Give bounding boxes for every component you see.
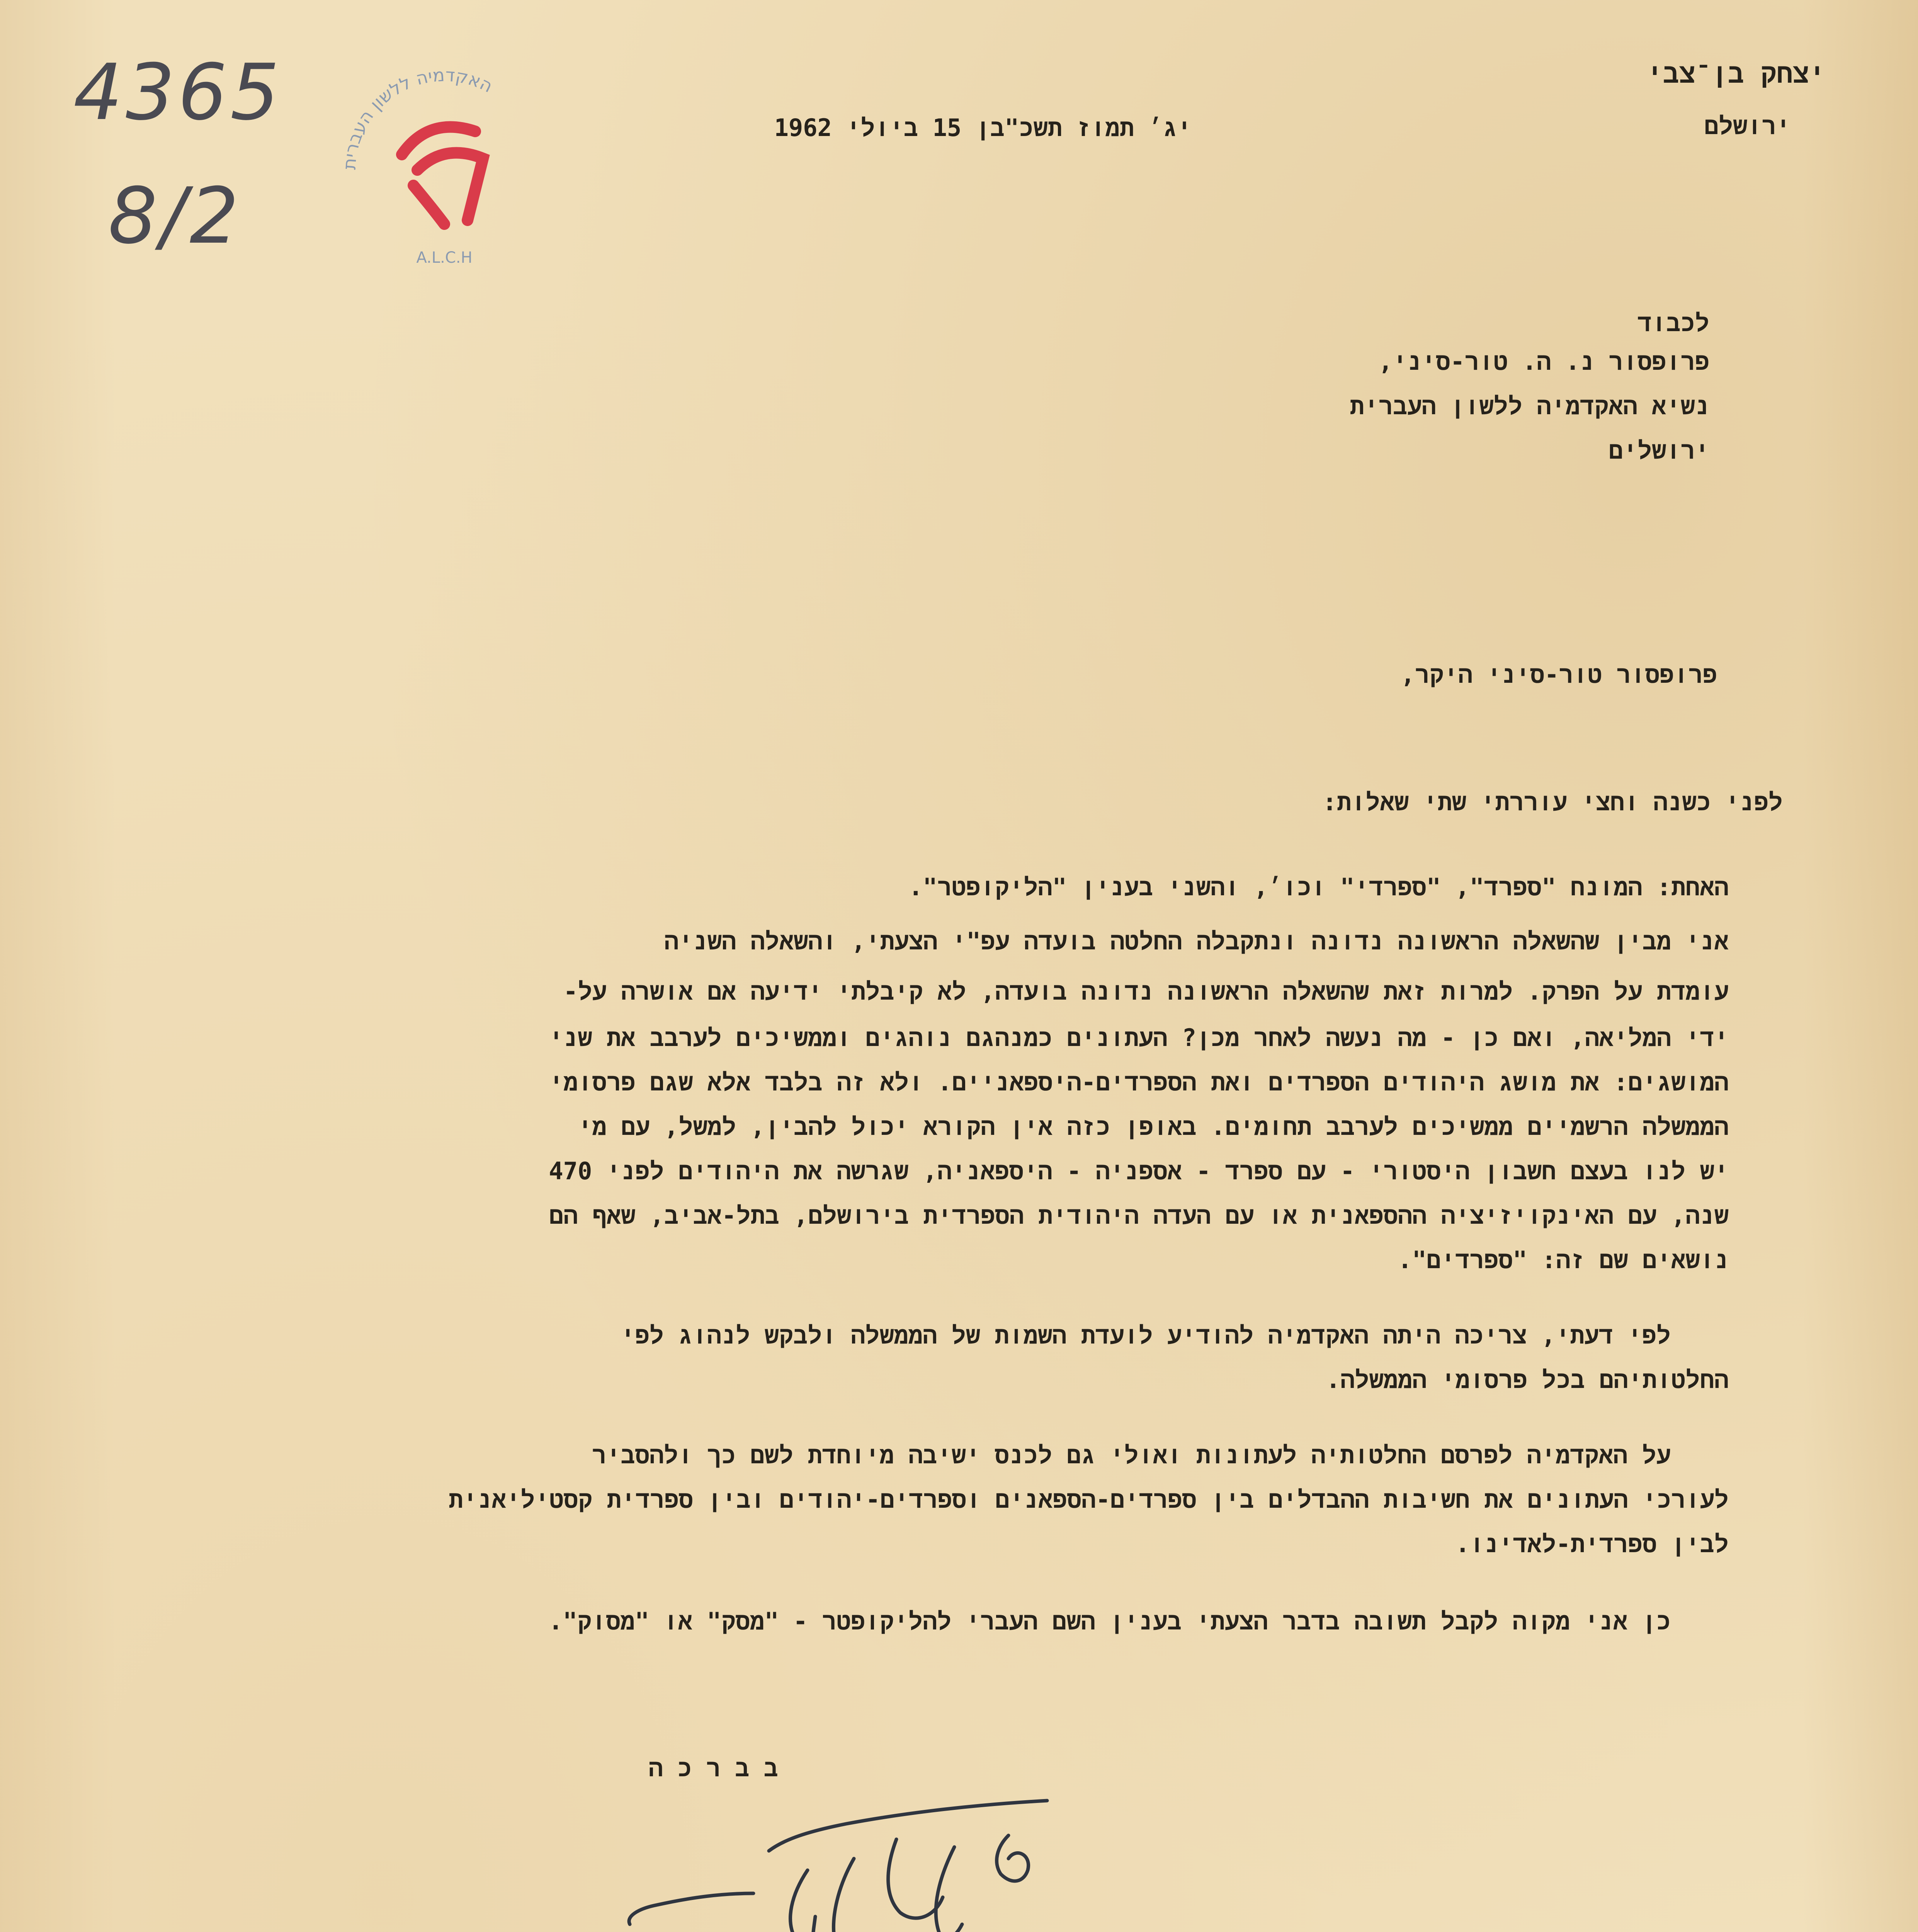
recipient-name: פרופסור נ. ה. טור-סיני, [1378,347,1709,376]
paragraph-1-line: נושאים שם זה: "ספרדים". [1398,1246,1729,1274]
letterhead-name: יצחק בן־צבי [1646,58,1825,89]
paragraph-1-line: ידי המליאה, ואם כן - מה נעשה לאחר מכן? העתונים כמנהגם נוהגים וממשיכים לערבב את שני [549,1024,1729,1052]
paragraph-1-line: הממשלה הרשמיים ממשיכים לערבב תחומים. באופן כזה אין הקורא יכול להבין, למשל, עם מי [578,1112,1729,1141]
paragraph-2-line: החלטותיהם בכל פרסומי הממשלה. [1326,1366,1729,1394]
date-line: יג׳ תמוז תשכ"בן 15 ביולי 1962 [774,114,1192,142]
paragraph-3-line: לעורכי העתונים את חשיבות ההבדלים בין ספרדים-הספאנים וספרדים-יהודים ובין ספרדית קסטיליאנית [449,1485,1729,1514]
paragraph-1-line: המושגים: את מושג היהודים הספרדים ואת הספרדים-היספאניים. ולא זה בלבד אלא שגם פרסומי [549,1068,1729,1096]
archive-subnumber: 8/2 [108,171,242,261]
closing-blessing: ב ב ר כ ה [648,1754,778,1782]
paragraph-1-line: יש לנו בעצם חשבון היסטורי - עם ספרד - אספניה - היספאניה, שגרשה את היהודים לפני 470 [549,1157,1729,1185]
questions-line: האחת: המונח "ספרד", "ספרדי" וכו׳, והשני בענין "הליקופטר". [908,873,1729,901]
greeting: פרופסור טור-סיני היקר, [1400,660,1717,689]
archive-number: 4365 [73,48,282,138]
academy-stamp [328,54,560,286]
paragraph-4: כן אני מקוה לקבל תשובה בדבר הצעתי בענין השם העברי להליקופטר - "מסק" או "מסוק". [548,1607,1671,1635]
recipient-title: נשיא האקדמיה ללשון העברית [1350,392,1709,420]
recipient-salutation: לכבוד [1637,309,1709,337]
academy-logo [402,127,483,224]
paragraph-3-line: על האקדמיה לפרסם החלטותיה לעתונות ואולי גם לכנס ישיבה מיוחדת לשם כך ולהסביר [592,1441,1671,1469]
letterhead-city: ירושלם [1704,112,1790,140]
intro-line: לפני כשנה וחצי עוררתי שתי שאלות: [1322,788,1783,816]
paragraph-3-line: לבין ספרדית-לאדינו. [1455,1530,1729,1558]
handwritten-signature [475,1770,1078,1932]
paragraph-1-line: עומדת על הפרק. למרות זאת שהשאלה הראשונה נדונה בועדה, לא קיבלתי ידיעה אם אושרה על- [563,977,1729,1005]
paragraph-1-line: אני מבין שהשאלה הראשונה נדונה ונתקבלה החלטה בועדה עפ"י הצעתי, והשאלה השניה [664,927,1729,955]
stamp-ring-text: האקדמיה ללשון העברית [338,64,497,170]
stamp-sub-text: A.L.C.H [416,249,473,267]
recipient-city: ירושלים [1609,436,1709,464]
paragraph-1-line: שנה, עם האינקויזיציה ההספאנית או עם העדה היהודית הספרדית בירושלם, בתל-אביב, שאף הם [549,1201,1729,1230]
paragraph-2-line: לפי דעתי, צריכה היתה האקדמיה להודיע לועדת השמות של הממשלה ולבקש לנהוג לפי [621,1321,1671,1349]
